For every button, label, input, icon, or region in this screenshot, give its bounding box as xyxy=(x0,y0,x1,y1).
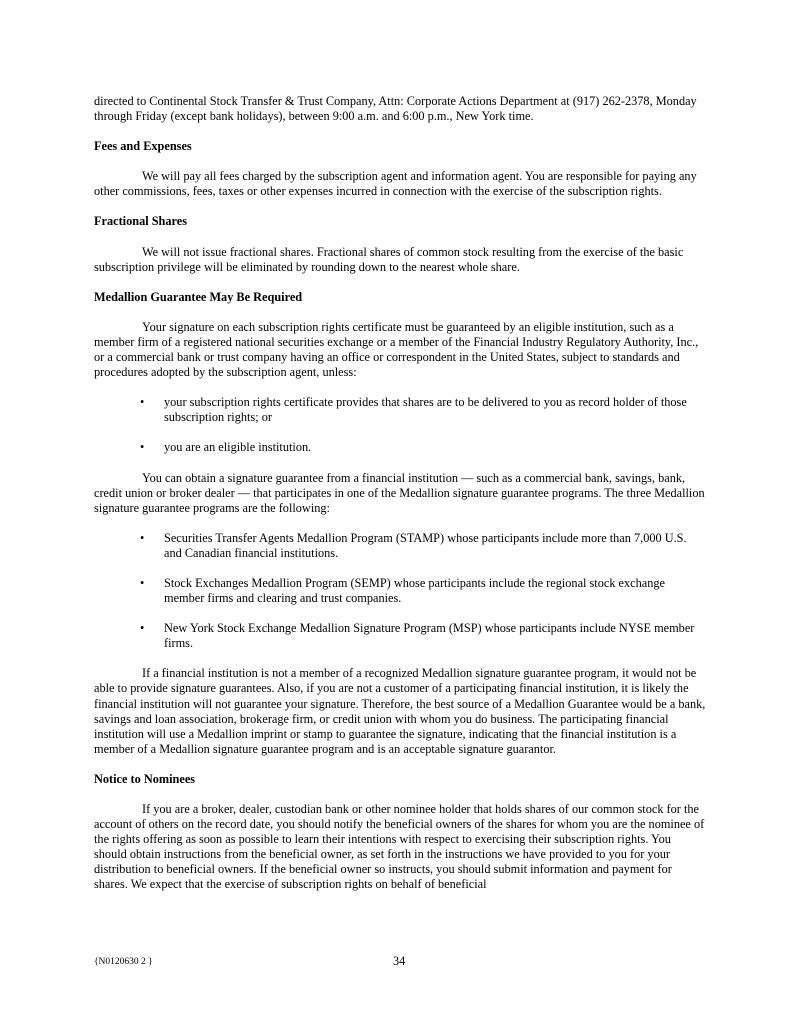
document-code: {N0120630 2 } xyxy=(94,957,153,967)
intro-paragraph: directed to Continental Stock Transfer & Trust Company, Attn: Corporate Actions Department at (917) 262-2378, Monday through Friday (except bank holidays), between 9:00 a.m. and 6:00 p.m., New York time. xyxy=(94,94,697,124)
fractional-heading: Fractional Shares xyxy=(94,214,188,229)
fractional-paragraph: We will not issue fractional shares. Fractional shares of common stock resulting from the exercise of the basic subscription privilege will be eliminated by rounding down to the nearest whole share. xyxy=(94,244,684,274)
list-item-text: you are an eligible institution. xyxy=(164,440,312,455)
fees-paragraph: We will pay all fees charged by the subscription agent and information agent. You are responsible for paying any other commissions, fees, taxes or other expenses incurred in connection with the exercise of the subscription rights. xyxy=(94,169,697,199)
exception-list xyxy=(94,395,706,455)
programs-list xyxy=(94,531,706,652)
nominees-heading: Notice to Nominees xyxy=(94,771,196,786)
bullet-icon: • xyxy=(140,440,145,455)
medallion-paragraph-3: If a financial institution is not a member of a recognized Medallion signature guarantee program, it would not be able to provide signature guarantees. Also, if you are not a customer of a participating financial institution, it is likely the financial institution will not guarantee your signature. Therefore, the best source of a Medallion Guarantee would be a bank, savings and loan association, brokerage firm, or credit union with whom you do business. The participating financial institution will use a Medallion imprint or stamp to guarantee the signature, indicating that the financial institution is a member of a Medallion signature guarantee program and is an acceptable signature guarantor. xyxy=(94,666,706,756)
page-body xyxy=(94,94,706,908)
list-item xyxy=(94,395,706,425)
list-item xyxy=(94,531,706,561)
list-item-text: New York Stock Exchange Medallion Signature Program (MSP) whose participants include NYSE member firms. xyxy=(164,621,695,651)
bullet-icon: • xyxy=(140,575,145,590)
fees-heading: Fees and Expenses xyxy=(94,139,192,154)
medallion-paragraph-2: You can obtain a signature guarantee from a financial institution — such as a commercial bank, savings, bank, credit union or broker dealer — that participates in one of the Medallion signature guarantee programs. The three Medallion signature guarantee programs are the following: xyxy=(94,470,705,515)
bullet-icon: • xyxy=(140,530,145,545)
page-number: 34 xyxy=(393,954,406,968)
bullet-icon: • xyxy=(140,395,145,410)
list-item xyxy=(94,576,706,606)
bullet-icon: • xyxy=(140,621,145,636)
medallion-heading: Medallion Guarantee May Be Required xyxy=(94,289,303,304)
list-item-text: Securities Transfer Agents Medallion Program (STAMP) whose participants include more than 7,000 U.S. and Canadian financial institutions. xyxy=(164,530,687,560)
medallion-paragraph-1: Your signature on each subscription rights certificate must be guaranteed by an eligible institution, such as a member firm of a registered national securities exchange or a member of the Financial Industry Regulatory Authority, Inc., or a commercial bank or trust company having an office or correspondent in the United States, subject to standards and procedures adopted by the subscription agent, unless: xyxy=(94,319,699,380)
nominees-paragraph: If you are a broker, dealer, custodian bank or other nominee holder that holds shares of our common stock for the account of others on the record date, you should notify the beneficial owners of the shares for whom you are the nominee of the rights offering as soon as possible to learn their intentions with respect to exercising their subscription rights. You should obtain instructions from the beneficial owner, as set forth in the instructions we have provided to you for your distribution to beneficial owners. If the beneficial owner so instructs, you should submit information and payment for shares. We expect that the exercise of subscription rights on behalf of beneficial xyxy=(94,802,705,892)
list-item xyxy=(94,440,706,455)
list-item-text: Stock Exchanges Medallion Program (SEMP) whose participants include the regional stock exchange member firms and clearing and trust companies. xyxy=(164,575,665,606)
list-item-text: your subscription rights certificate provides that shares are to be delivered to you as record holder of those subscription rights; or xyxy=(164,395,687,425)
list-item xyxy=(94,621,706,651)
